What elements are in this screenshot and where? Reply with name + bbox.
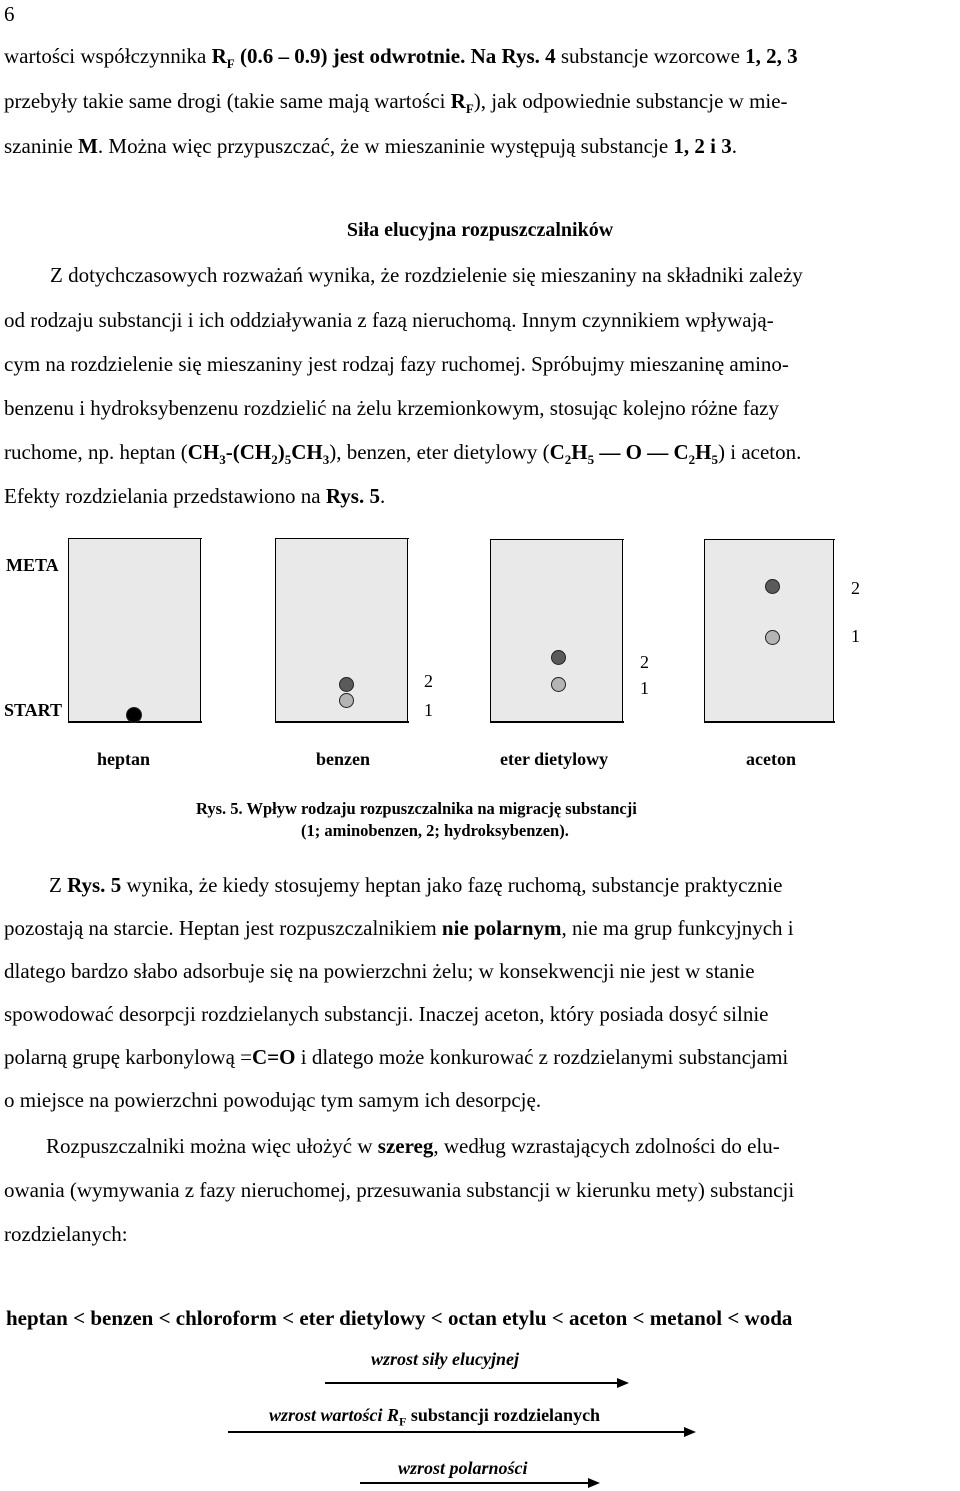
label-aceton-2: 2 — [851, 578, 860, 598]
para2-line-2: pozostają na starcie. Heptan jest rozpuszczalnikiem nie polarnym, nie ma grup funkcyjnych i — [4, 916, 794, 940]
arrow-line-1 — [325, 1382, 617, 1384]
meta-label: META — [6, 555, 59, 575]
label-aceton-1: 1 — [851, 626, 860, 646]
page-number: 6 — [4, 2, 15, 26]
tlc-plate-eter — [490, 540, 623, 721]
label-benzen-2: 2 — [424, 671, 433, 691]
spot-eter-1 — [551, 677, 566, 692]
figure-caption-line-1: Rys. 5. Wpływ rodzaju rozpuszczalnika na migrację substancji — [196, 799, 637, 818]
tlc-plate-heptan — [68, 539, 201, 721]
spot-benzen-2 — [339, 677, 354, 692]
intro-line-2: przebyły takie same drogi (takie same mają wartości $R_F$), jak odpowiednie substancje w mie- — [4, 89, 788, 117]
arrow-label-polarity: wzrost polarności — [398, 1458, 528, 1478]
intro-line-3: szaninie M. Można więc przypuszczać, że w mieszaninie występują substancje 1, 2 i 3. — [4, 134, 738, 158]
para2-line-6: o miejsce na powierzchni powodując tym samym ich desorpcję. — [4, 1088, 542, 1112]
para3-line-2: owania (wymywania z fazy nieruchomej, przesuwania substancji w kierunku mety) substancji — [4, 1178, 795, 1202]
para1-line-5: ruchome, np. heptan $(CH_3-(CH_2)_5CH_3)$, benzen, eter dietylowy ($C_2H_5$ — O — $C_2H_5$) i aceton. — [4, 440, 802, 468]
start-label: START — [4, 700, 63, 720]
para1-line-6: Efekty rozdzielania przedstawiono na Rys. 5. — [4, 484, 386, 508]
para3-line-1: Rozpuszczalniki można więc ułożyć w szereg, według wzrastających zdolności do elu- — [46, 1134, 780, 1158]
arrow-label-elution-strength: wzrost siły elucyjnej — [371, 1349, 519, 1369]
para1-line-1: Z dotychczasowych rozważań wynika, że rozdzielenie się mieszaniny na składniki zależy — [50, 263, 803, 287]
label-benzen-1: 1 — [424, 700, 433, 720]
spot-heptan-start — [126, 707, 142, 723]
solvent-label-benzen: benzen — [316, 749, 370, 769]
arrow-line-3 — [360, 1482, 590, 1484]
figure-caption-line-2: (1; aminobenzen, 2; hydroksybenzen). — [301, 821, 569, 840]
arrow-head-1 — [617, 1378, 629, 1388]
spot-benzen-1 — [339, 693, 354, 708]
solvent-label-aceton: aceton — [746, 749, 796, 769]
intro-line-1: wartości współczynnika $R_F$ (0.6 – 0.9) jest odwrotnie. Na Rys. 4 substancje wzorcowe 1, 2, 3 — [4, 44, 798, 72]
arrow-head-2 — [684, 1427, 696, 1437]
para2-line-5: polarną grupę karbonylową =C=O i dlatego może konkurować z rozdzielanymi substancjami — [4, 1045, 789, 1069]
para2-line-4: spowodować desorpcji rozdzielanych substancji. Inaczej aceton, który posiada dosyć silnie — [4, 1002, 769, 1026]
spot-aceton-1 — [765, 630, 780, 645]
para1-line-4: benzenu i hydroksybenzenu rozdzielić na żelu krzemionkowym, stosując kolejno różne fazy — [4, 396, 779, 420]
arrow-head-3 — [588, 1478, 600, 1488]
eluotropic-series: heptan < benzen < chloroform < eter dietylowy < octan etylu < aceton < metanol < woda — [6, 1306, 793, 1330]
para2-line-1: Z Rys. 5 wynika, że kiedy stosujemy heptan jako fazę ruchomą, substancje praktycznie — [49, 873, 783, 897]
label-eter-2: 2 — [640, 652, 649, 672]
arrow-line-2 — [228, 1431, 684, 1433]
solvent-label-eter: eter dietylowy — [500, 749, 609, 769]
para2-line-3: dlatego bardzo słabo adsorbuje się na powierzchni żelu; w konsekwencji nie jest w stanie — [4, 959, 755, 983]
spot-aceton-2 — [765, 579, 780, 594]
label-eter-1: 1 — [640, 678, 649, 698]
para3-line-3: rozdzielanych: — [4, 1222, 128, 1246]
solvent-label-heptan: heptan — [97, 749, 151, 769]
para1-line-3: cym na rozdzielenie się mieszaniny jest rodzaj fazy ruchomej. Spróbujmy mieszaninę amino- — [4, 352, 789, 376]
spot-eter-2 — [551, 650, 566, 665]
section-title: Siła elucyjna rozpuszczalników — [346, 219, 614, 241]
para1-line-2: od rodzaju substancji i ich oddziaływania z fazą nieruchomą. Innym czynnikiem wpływają- — [4, 308, 774, 332]
arrow-label-rf-values: wzrost wartości $R_F$ substancji rozdzielanych — [269, 1405, 601, 1429]
